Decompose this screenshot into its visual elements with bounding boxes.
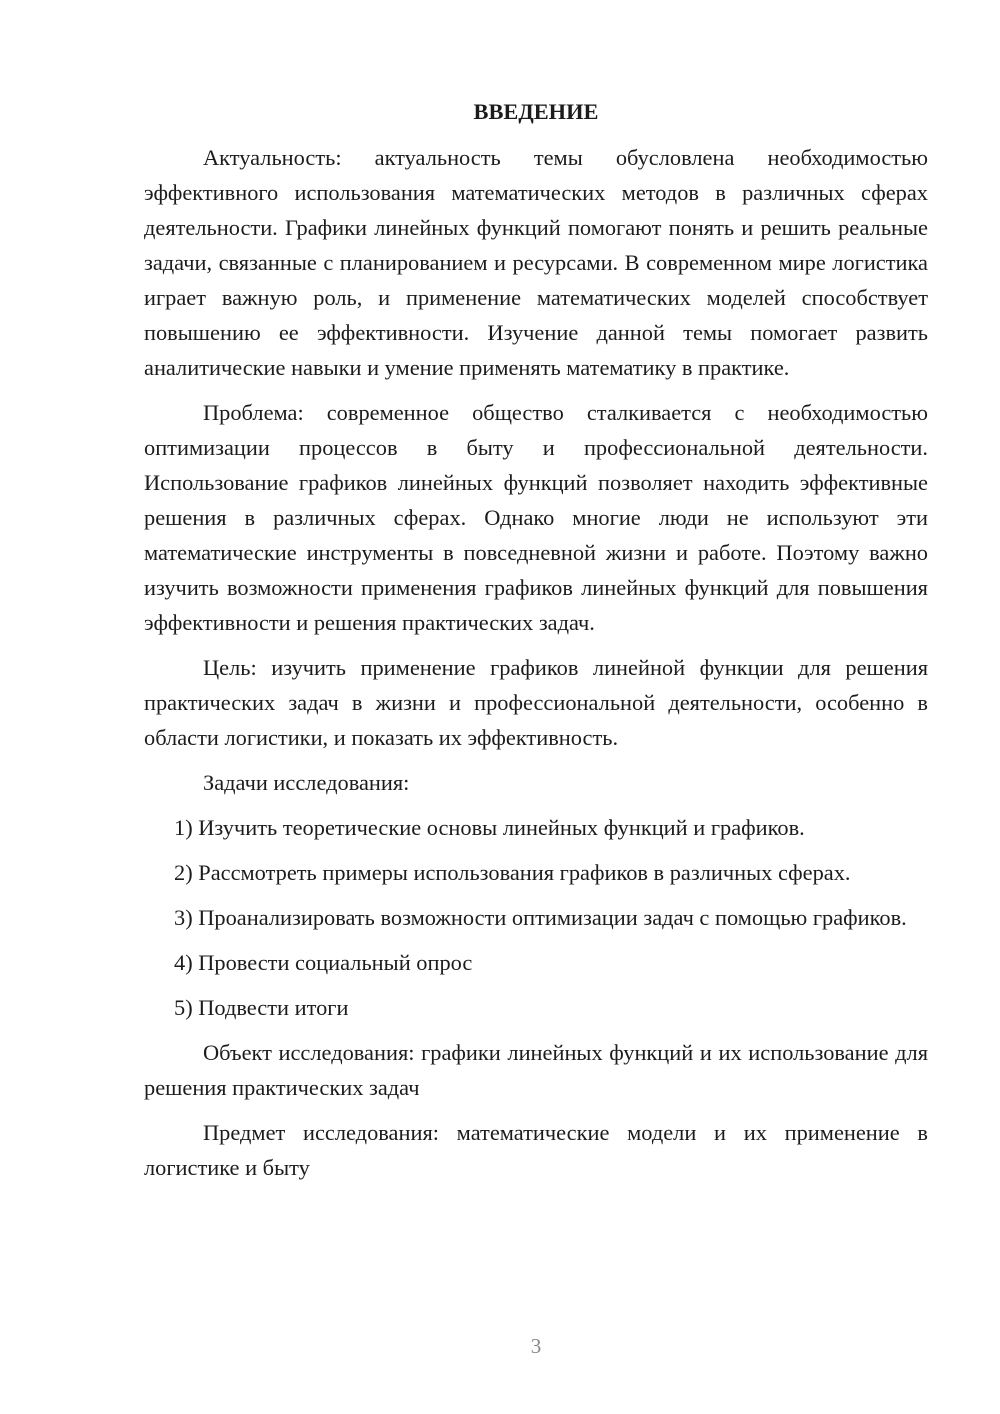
tasks-heading: Задачи исследования: (203, 770, 410, 795)
page-number: 3 (530, 1334, 542, 1358)
page-content (144, 96, 928, 1195)
page-title: ВВЕДЕНИЕ (473, 99, 599, 124)
relevance-paragraph: Актуальность: актуальность темы обусловлена необходимостью эффективного использования математических методов в различных сферах деятельности. Графики линейных функций помогают понять и решить реальные задачи, связанные с планированием и ресурсами. В современном мире логистика играет важную роль, и применение математических моделей способствует повышению ее эффективности. Изучение данной темы помогает развить аналитические навыки и умение применять математику в практике. (144, 145, 928, 380)
research-object-paragraph: Объект исследования: графики линейных функций и их использование для решения практических задач (144, 1040, 928, 1100)
task-item: 1) Изучить теоретические основы линейных функций и графиков. (174, 815, 805, 840)
task-item: 2) Рассмотреть примеры использования графиков в различных сферах. (174, 860, 851, 885)
task-item: 5) Подвести итоги (174, 995, 349, 1020)
problem-paragraph: Проблема: современное общество сталкивается с необходимостью оптимизации процессов в быту и профессиональной деятельности. Использование графиков линейных функций позволяет находить эффективные решения в различных сферах. Однако многие люди не используют эти математические инструменты в повседневной жизни и работе. Поэтому важно изучить возможности применения графиков линейных функций для повышения эффективности и решения практических задач. (144, 400, 928, 635)
task-item: 4) Провести социальный опрос (174, 950, 473, 975)
goal-paragraph: Цель: изучить применение графиков линейной функции для решения практических задач в жизни и профессиональной деятельности, особенно в области логистики, и показать их эффективность. (144, 655, 928, 750)
research-subject-paragraph: Предмет исследования: математические модели и их применение в логистике и быту (144, 1120, 928, 1180)
task-item: 3) Проанализировать возможности оптимизации задач с помощью графиков. (174, 905, 907, 930)
